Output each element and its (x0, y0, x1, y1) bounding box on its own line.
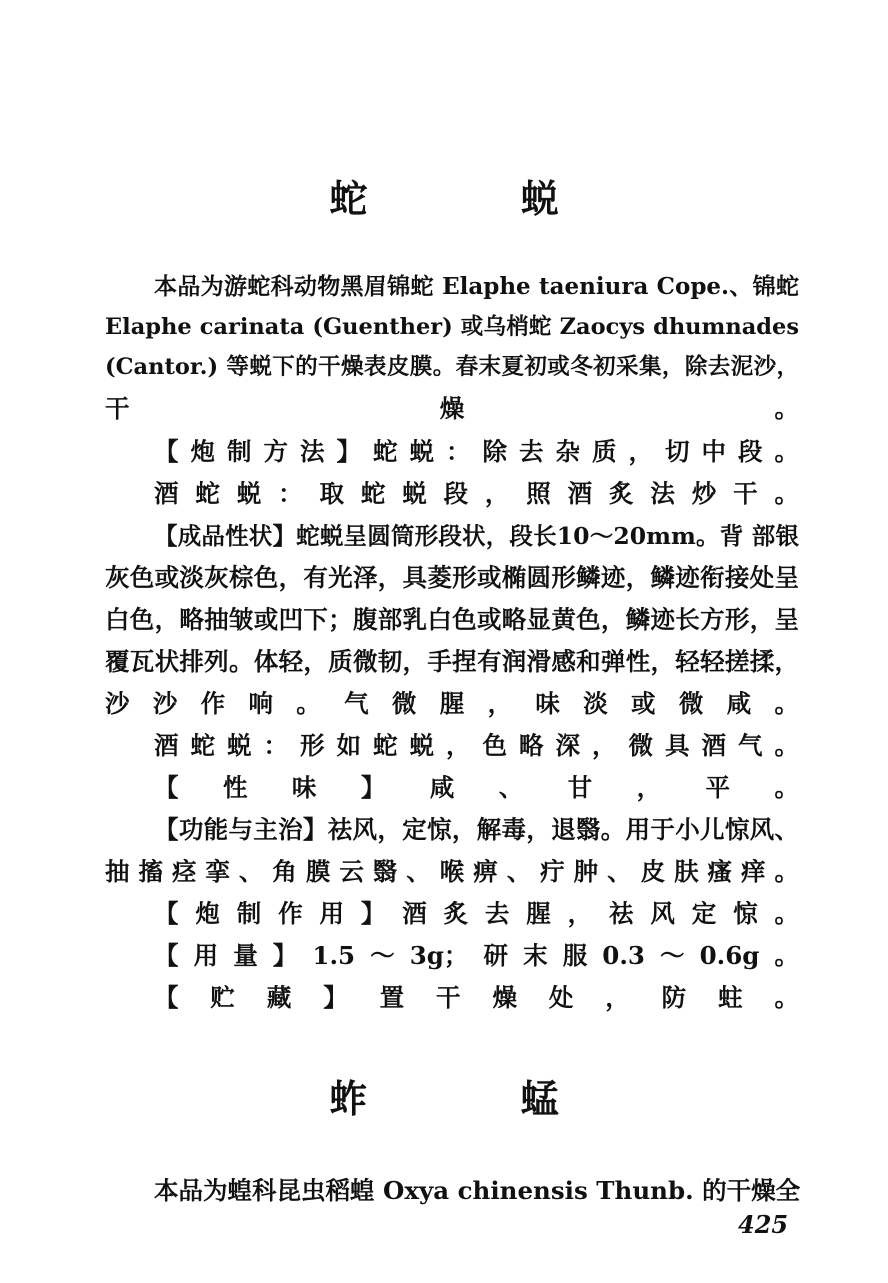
entry2-intro-line-1: 本品为蝗科昆虫稻蝗 Oxya chinensis Thunb. 的干燥全 (154, 1176, 801, 1205)
intro-line-3: (Cantor.) 等蜕下的干燥表皮膜。春末夏初或冬初采集，除去泥沙， (105, 354, 799, 380)
wine-properties: 酒蛇蜕：形如蛇蜕，色略深，微具酒气。 (154, 731, 799, 760)
wine-processing: 酒蛇蜕：取蛇蜕段，照酒炙法炒干。 (154, 479, 799, 508)
properties-line-4: 覆瓦状排列。体轻，质微韧，手捏有润滑感和弹性，轻轻搓揉， (105, 647, 799, 676)
intro-line-4: 干燥。 (105, 394, 799, 423)
processing-method: 【炮制方法】蛇蜕：除去杂质，切中段。 (154, 437, 799, 466)
page-number: 425 (738, 1210, 789, 1239)
functions-line-2: 抽搐痉挛、角膜云翳、喉痹、疔肿、皮肤瘙痒。 (105, 857, 799, 886)
dosage: 【用量】1.5～3g；研末服0.3～0.6g。 (154, 941, 799, 970)
properties-line-2: 灰色或淡灰棕色，有光泽，具菱形或椭圆形鳞迹，鳞迹衔接处呈 (105, 563, 799, 592)
entry-title-zhameng: 蚱 蜢 (329, 1076, 629, 1121)
intro-line-2: Elaphe carinata (Guenther) 或乌梢蛇 Zaocys dhumnades (105, 314, 799, 340)
properties-line-1: 【成品性状】蛇蜕呈圆筒形段状，段长10～20mm。背 部银 (154, 522, 799, 550)
entry-title-shetui: 蛇 蜕 (329, 176, 629, 221)
properties-line-3: 白色，略抽皱或凹下；腹部乳白色或略显黄色，鳞迹长方形，呈 (105, 605, 799, 634)
functions-line-1: 【功能与主治】祛风，定惊，解毒，退翳。用于小儿惊风、 (154, 815, 799, 844)
intro-line-1: 本品为游蛇科动物黑眉锦蛇 Elaphe taeniura Cope.、锦蛇 (154, 273, 799, 300)
properties-line-5: 沙沙作响。气微腥，味淡或微咸。 (105, 689, 799, 718)
storage: 【贮藏】置干燥处，防蛀。 (154, 983, 799, 1012)
taste-nature: 【性味】咸、甘，平。 (154, 773, 799, 802)
processing-effect: 【炮制作用】酒炙去腥，祛风定惊。 (154, 899, 799, 928)
